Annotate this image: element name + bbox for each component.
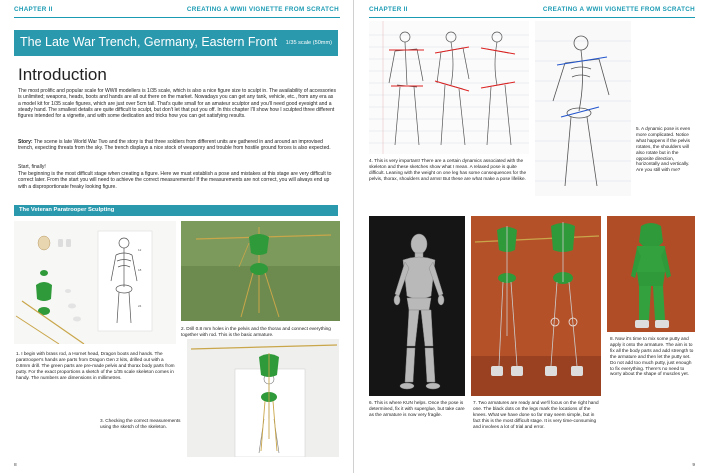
section-title: The Veteran Paratrooper Sculpting bbox=[19, 207, 115, 213]
parts-illustration bbox=[14, 221, 176, 344]
running-title-right: CREATING A WWII VIGNETTE FROM SCRATCH bbox=[542, 6, 695, 13]
putty-figure-illustration bbox=[607, 216, 695, 332]
caption-1: 1. I begin with brass rod, a Hornet head, Dragon boots and hands. The paratrooper's hands are parts from Dragon Gen 2 kits, drilled out with a 0.8mm drill. The green parts are pre-made pelvis and thorax body parts from putty. For the exact proportions a sketch of the 1/35 scale skeleton comes in handy. The numbers are dimensions in millimetres. bbox=[16, 351, 175, 380]
chapter-title-bar bbox=[14, 30, 338, 56]
caption-7: 7. Two armatures are ready and we'll focus on the right hand one. The black dots on the legs mark the locations of the knees. What we have done so far may seem simple, but in fact this is the most difficult stage. It is very time-consuming and involves a lot of trial and error. bbox=[473, 400, 599, 429]
mannequin-illustration bbox=[369, 216, 465, 396]
photo-putty-applied bbox=[607, 216, 695, 332]
header-rule bbox=[14, 17, 340, 18]
photo-kun-mannequin bbox=[369, 216, 465, 396]
photo-basic-armature bbox=[181, 221, 340, 321]
photo-dynamic-pose bbox=[535, 21, 631, 196]
intro-heading: Introduction bbox=[18, 65, 107, 84]
dynamic-pose-illustration bbox=[535, 21, 631, 196]
caption-8: 8. Now it's time to mix some putty and apply it onto the armature. The aim is to fix all the body parts and add strength to the armature and then let the putty set. Do not add too much putty, just enough to fix everything. There's no need to worry about the shape of muscles yet. bbox=[610, 336, 694, 377]
left-page bbox=[0, 0, 354, 473]
photo-measurement-check bbox=[187, 339, 339, 457]
caption-6: 6. This is where KUN helps. Once the pose is determined, fix it with superglue, but take care as the armature is now very fragile. bbox=[369, 400, 465, 417]
svg-text:18: 18 bbox=[138, 268, 142, 272]
running-title-left: CREATING A WWII VIGNETTE FROM SCRATCH bbox=[186, 6, 339, 13]
page-number-right: 9 bbox=[692, 463, 695, 468]
two-armatures-illustration bbox=[471, 216, 601, 396]
caption-5: 5. A dynamic pose is even more complicated. Notice what happens if the pelvis rotates, the shoulders will also rotate but in the opposite direction, horizontally and vertically. Are you still with me? bbox=[636, 126, 691, 173]
photo-skeleton-sketches bbox=[369, 21, 529, 154]
armature-illustration bbox=[181, 221, 340, 321]
right-page bbox=[355, 0, 709, 473]
story-text: The scene is late World War Two and the story is that three soldiers from different units are gathered in and around an improvised trench, expecting threats from the sky. The trench displays a nice stock of weaponry and trouble from hostile ground forces is also expected. bbox=[18, 139, 331, 152]
scale-label: 1/35 scale (50mm) bbox=[285, 40, 332, 46]
intro-paragraph: The most prolific and popular scale for WWII modellers is 1/35 scale, which is also a nice figure size to sculpt in. The availability of accessories is unlimited; weapons, heads, boots and hands are all out there on the market. Nowadays you can get any tank, vehicle, etc., from any era as a model kit for 1/35 scale figures, which are just over 5cm tall. That's quite small for an amateur sculptor and you'll need good eyesight and a steady hand. The smallest details are quite difficult to sculpt, but don't let that put you off. In this chapter I'll show how I sculpted three different figures intended for a vignette, and with some dedication and tricks how you can get satisfying results. bbox=[18, 88, 336, 120]
section-bar bbox=[14, 205, 338, 216]
header-rule-right bbox=[369, 17, 695, 18]
start-paragraph: The beginning is the most difficult stage when creating a figure. Here we must establish a pose and mistakes at this stage are very difficult to correct later. From the start you will need to achieve the correct measurements! If the measurements are not correct, you will always end up with a disproportionate freaky looking figure. bbox=[18, 171, 332, 190]
svg-text:12: 12 bbox=[138, 248, 142, 252]
page-number-left: 8 bbox=[14, 463, 17, 468]
measurement-illustration bbox=[187, 339, 339, 457]
photo-two-armatures bbox=[471, 216, 601, 396]
running-head-right: CHAPTER II bbox=[369, 6, 408, 13]
caption-3: 3. Checking the correct measurements using the sketch of the skeleton. bbox=[100, 418, 181, 429]
svg-text:24: 24 bbox=[138, 304, 142, 308]
start-label: Start, finally! bbox=[18, 164, 46, 170]
caption-4: 4. This is very important! There are a certain dynamics associated with the skeleton and these sketches show what I mean. A relaxed pose is quite difficult. Leaning with the weight on one leg has some consequences for the pelvis, thorax, shoulders and arms! But these are what make a pose lifelike. bbox=[369, 158, 527, 181]
caption-2: 2. Drill 0.8 mm holes in the pelvis and the thorax and connect everything together with rod. This is the basic armature. bbox=[181, 326, 331, 337]
running-head-left: CHAPTER II bbox=[14, 6, 53, 13]
story-paragraph bbox=[18, 139, 336, 152]
sketches-illustration bbox=[369, 21, 529, 154]
story-label: Story: bbox=[18, 139, 33, 145]
photo-parts-skeleton bbox=[14, 221, 176, 344]
chapter-title: The Late War Trench, Germany, Eastern Front bbox=[20, 35, 278, 49]
